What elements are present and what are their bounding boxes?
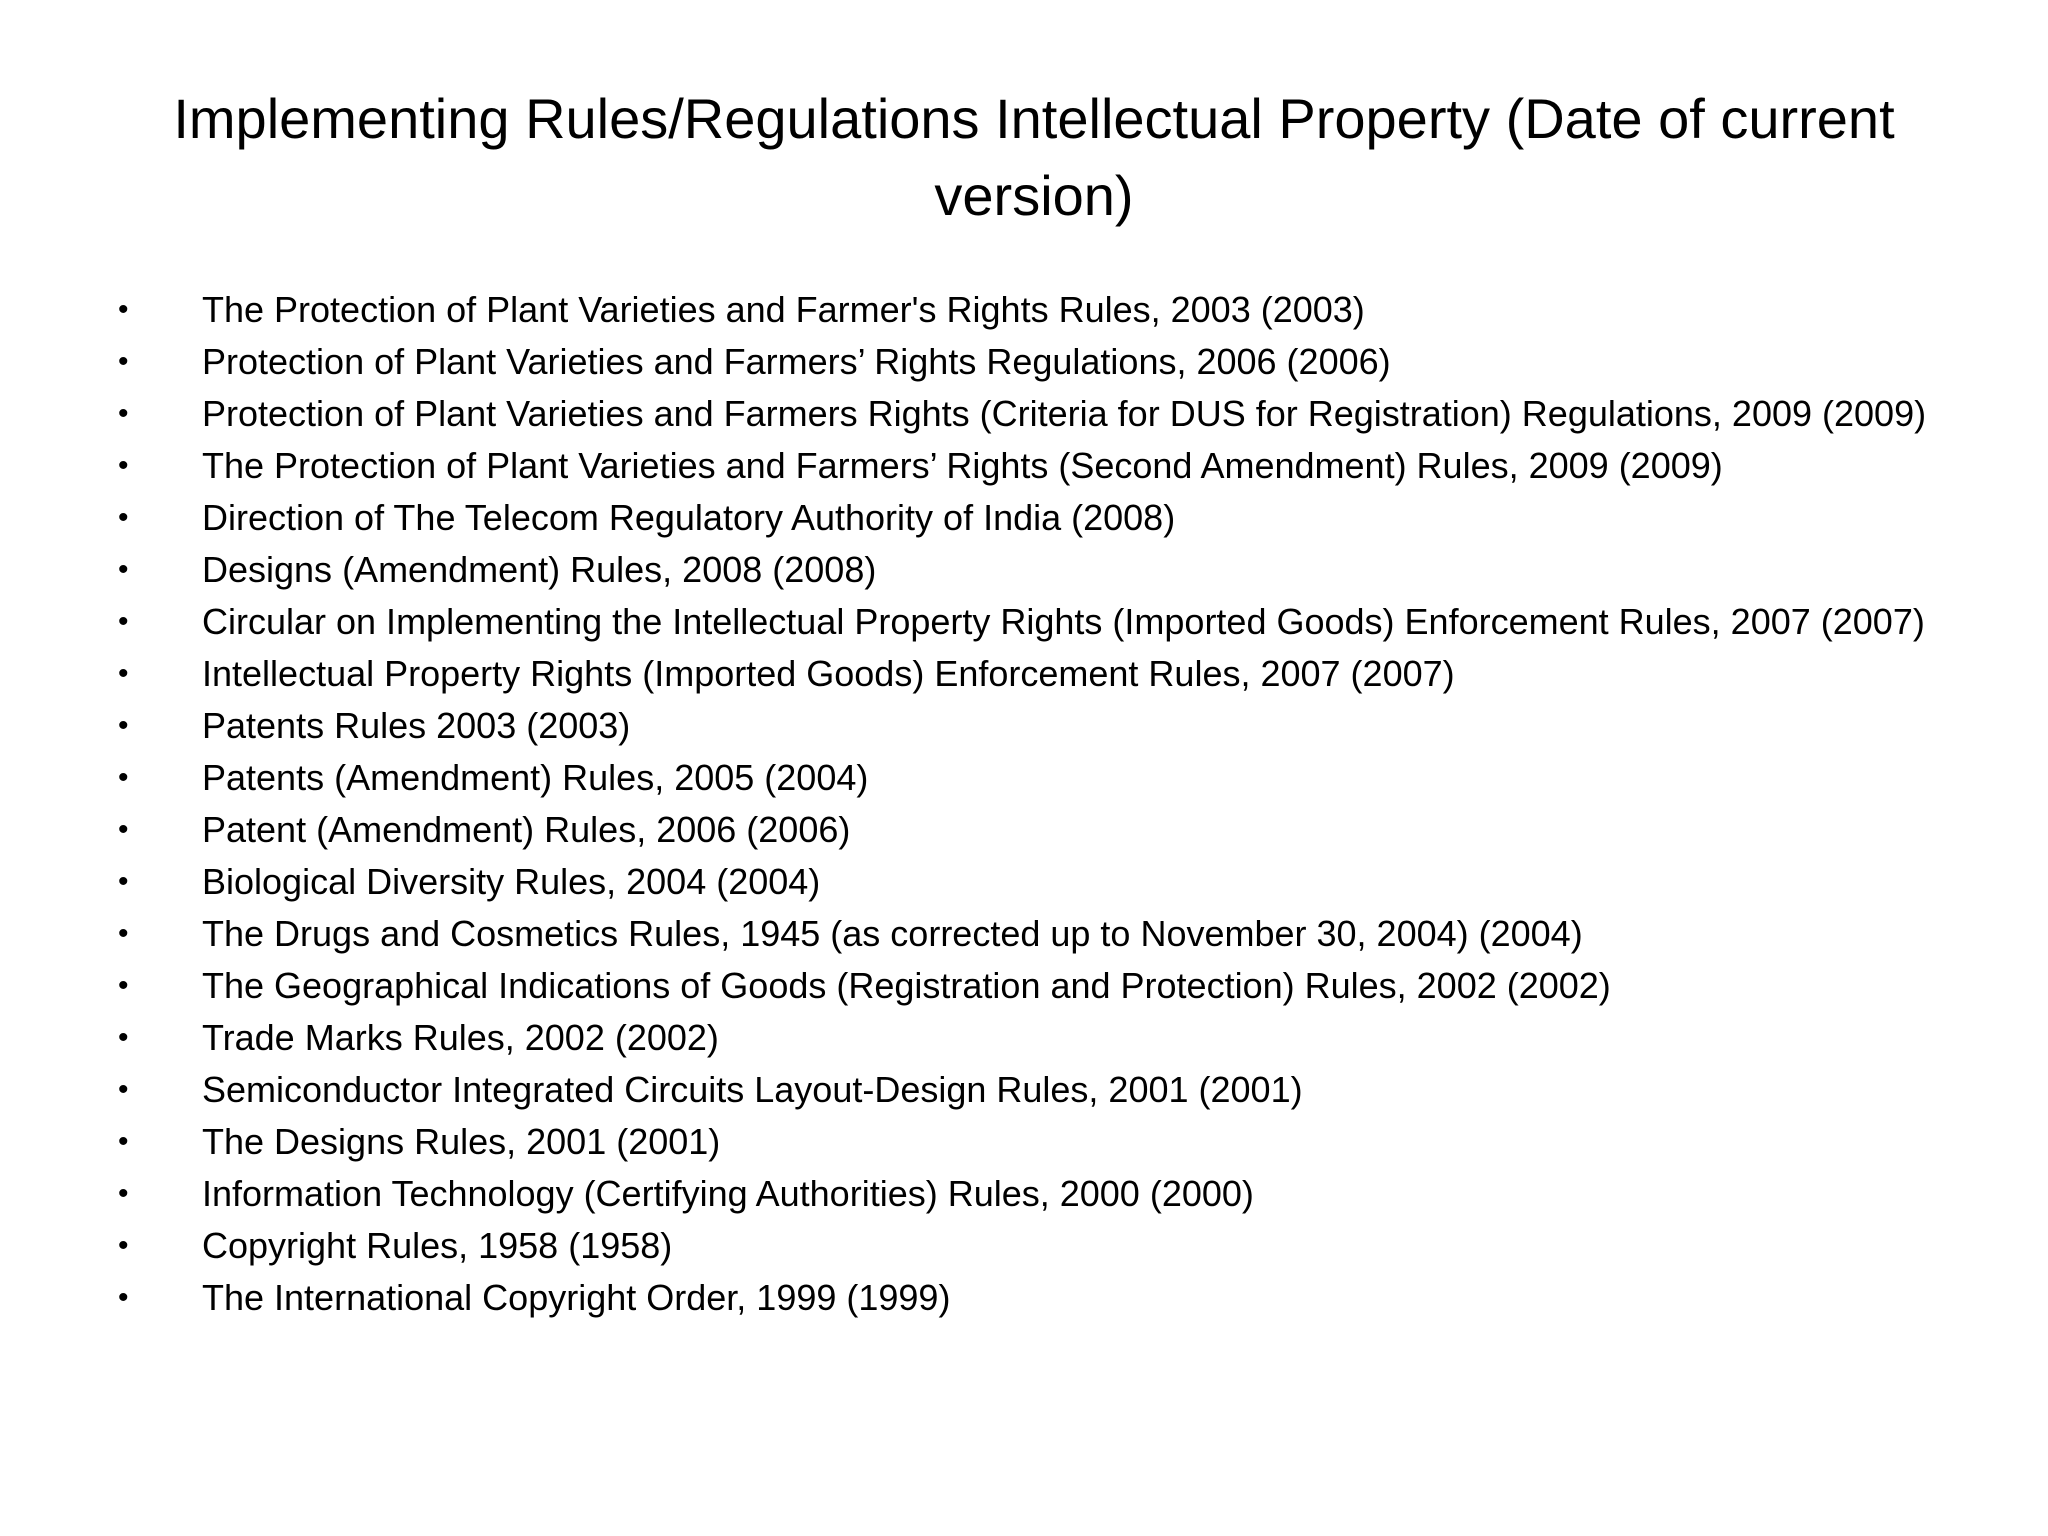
bullet-item — [118, 1226, 1948, 1266]
bullet-text: Protection of Plant Varieties and Farmers’ Rights Regulations, 2006 (2006) — [202, 341, 1391, 382]
bullet-point-icon: • — [118, 709, 129, 742]
bullet-item — [118, 290, 1948, 330]
bullet-point-icon: • — [118, 397, 129, 430]
bullet-point-icon: • — [118, 865, 129, 898]
bullet-item — [118, 654, 1948, 694]
bullet-item — [118, 914, 1948, 954]
bullet-item — [118, 706, 1948, 746]
bullet-item — [118, 1018, 1948, 1058]
bullet-point-icon: • — [118, 917, 129, 950]
bullet-item — [118, 1070, 1948, 1110]
bullet-text: The Protection of Plant Varieties and Farmer's Rights Rules, 2003 (2003) — [202, 289, 1365, 330]
bullet-text: Patents (Amendment) Rules, 2005 (2004) — [202, 757, 869, 798]
bullet-item — [118, 498, 1948, 538]
bullet-item — [118, 1122, 1948, 1162]
bullet-item — [118, 602, 1948, 642]
bullet-item — [118, 862, 1948, 902]
bullet-text: The Designs Rules, 2001 (2001) — [202, 1121, 721, 1162]
bullet-text: Semiconductor Integrated Circuits Layout-Design Rules, 2001 (2001) — [202, 1069, 1303, 1110]
bullet-item — [118, 810, 1948, 850]
bullet-text: The International Copyright Order, 1999 (1999) — [202, 1277, 951, 1318]
bullet-text: Trade Marks Rules, 2002 (2002) — [202, 1017, 719, 1058]
bullet-point-icon: • — [118, 813, 129, 846]
bullet-item — [118, 1174, 1948, 1214]
bullet-point-icon: • — [118, 1021, 129, 1054]
slide-title: Implementing Rules/Regulations Intellectual Property (Date of current version) — [173, 87, 1895, 227]
bullet-text: Direction of The Telecom Regulatory Authority of India (2008) — [202, 497, 1176, 538]
bullet-point-icon: • — [118, 969, 129, 1002]
bullet-text: Intellectual Property Rights (Imported Goods) Enforcement Rules, 2007 (2007) — [202, 653, 1455, 694]
bullet-text: Biological Diversity Rules, 2004 (2004) — [202, 861, 821, 902]
bullet-item — [118, 1278, 1948, 1318]
bullet-item — [118, 758, 1948, 798]
bullet-item — [118, 342, 1948, 382]
bullet-text: Information Technology (Certifying Authorities) Rules, 2000 (2000) — [202, 1173, 1254, 1214]
bullet-point-icon: • — [118, 657, 129, 690]
bullet-text: The Drugs and Cosmetics Rules, 1945 (as corrected up to November 30, 2004) (2004) — [202, 913, 1583, 954]
bullet-point-icon: • — [118, 553, 129, 586]
bullet-item — [118, 966, 1948, 1006]
bullet-text: Circular on Implementing the Intellectual Property Rights (Imported Goods) Enforcement Rules, 2007 (2007) — [202, 601, 1925, 642]
bullet-point-icon: • — [118, 449, 129, 482]
bullet-point-icon: • — [118, 761, 129, 794]
bullet-item — [118, 394, 1948, 434]
bullet-text: The Protection of Plant Varieties and Farmers’ Rights (Second Amendment) Rules, 2009 (2009) — [202, 445, 1723, 486]
bullet-text: Protection of Plant Varieties and Farmers Rights (Criteria for DUS for Registration) Regulations, 2009 (2009) — [202, 393, 1927, 434]
bullet-point-icon: • — [118, 1177, 129, 1210]
bullet-point-icon: • — [118, 1125, 129, 1158]
bullet-text: Copyright Rules, 1958 (1958) — [202, 1225, 673, 1266]
bullet-text: Patent (Amendment) Rules, 2006 (2006) — [202, 809, 851, 850]
bullet-text: Designs (Amendment) Rules, 2008 (2008) — [202, 549, 877, 590]
bullet-point-icon: • — [118, 1073, 129, 1106]
bullet-item — [118, 446, 1948, 486]
bullet-list — [118, 290, 1948, 1330]
bullet-point-icon: • — [118, 345, 129, 378]
bullet-text: The Geographical Indications of Goods (Registration and Protection) Rules, 2002 (2002) — [202, 965, 1611, 1006]
bullet-point-icon: • — [118, 1229, 129, 1262]
bullet-item — [118, 550, 1948, 590]
bullet-text: Patents Rules 2003 (2003) — [202, 705, 631, 746]
bullet-point-icon: • — [118, 501, 129, 534]
bullet-point-icon: • — [118, 1281, 129, 1314]
bullet-point-icon: • — [118, 293, 129, 326]
bullet-point-icon: • — [118, 605, 129, 638]
